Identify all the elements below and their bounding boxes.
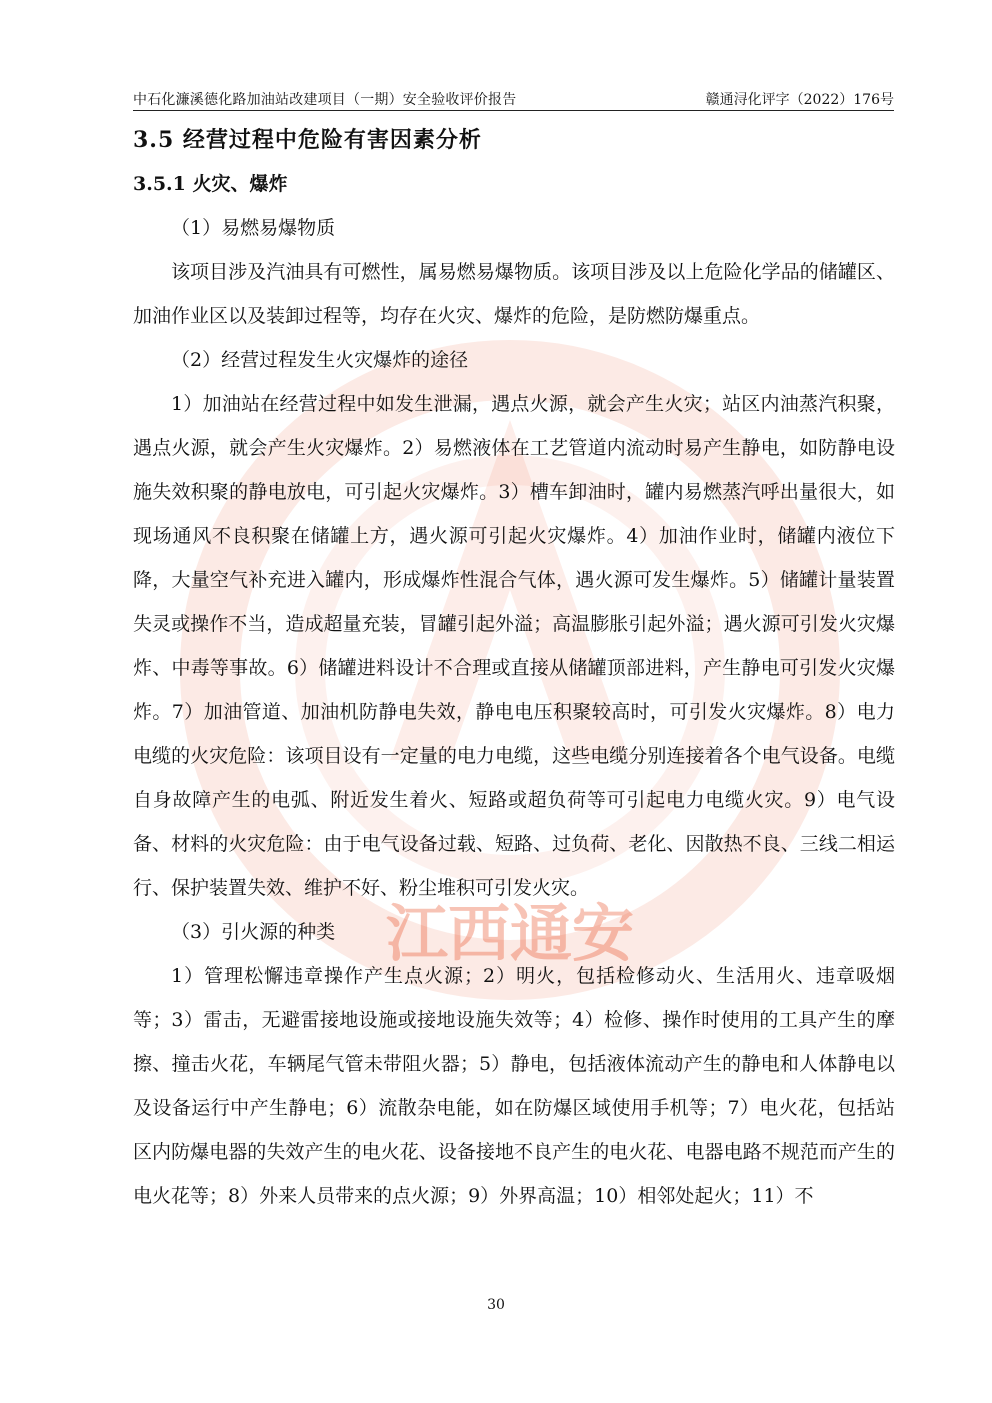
header-report-number: 赣通浔化评字（2022）176号 bbox=[705, 92, 894, 108]
item-heading: （2）经营过程发生火灾爆炸的途径 bbox=[171, 349, 469, 371]
seal-main-text: 江西通安 bbox=[385, 897, 635, 970]
subsection-title: 3.5.1 火灾、爆炸 bbox=[133, 173, 288, 195]
item-heading: （3）引火源的种类 bbox=[171, 921, 336, 943]
page-number: 30 bbox=[487, 1297, 505, 1313]
section-title: 3.5 经营过程中危险有害因素分析 bbox=[133, 127, 482, 153]
item-body: 该项目涉及汽油具有可燃性，属易燃易爆物质。该项目涉及以上危险化学品的储罐区、加油作业区以及装卸过程等，均存在火灾、爆炸的危险，是防燃防爆重点。 bbox=[133, 261, 895, 327]
item-body: 1）管理松懈违章操作产生点火源；2）明火，包括检修动火、生活用火、违章吸烟等；3）雷击，无避雷接地设施或接地设施失效等；4）检修、操作时使用的工具产生的摩擦、撞击火花，车辆尾气管未带阻火器；5）静电，包括液体流动产生的静电和人体静电以及设备运行中产生静电；6）流散杂电能，如在防爆区域使用手机等；7）电火花，包括站区内防爆电器的失效产生的电火花、设备接地不良产生的电火花、电器电路不规范而产生的电火花等；8）外来人员带来的点火源；9）外界高温；10）相邻处起火；11）不 bbox=[133, 965, 895, 1207]
page-content bbox=[133, 118, 895, 1218]
item-heading: （1）易燃易爆物质 bbox=[171, 217, 336, 239]
header-report-title: 中石化濂溪德化路加油站改建项目（一期）安全验收评价报告 bbox=[133, 92, 517, 108]
item-body: 1）加油站在经营过程中如发生泄漏，遇点火源，就会产生火灾；站区内油蒸汽积聚，遇点火源，就会产生火灾爆炸。2）易燃液体在工艺管道内流动时易产生静电，如防静电设施失效积聚的静电放电，可引起火灾爆炸。3）槽车卸油时，罐内易燃蒸汽呼出量很大，如现场通风不良积聚在储罐上方，遇火源可引起火灾爆炸。4）加油作业时，储罐内液位下降，大量空气补充进入罐内，形成爆炸性混合气体，遇火源可发生爆炸。5）储罐计量装置失灵或操作不当，造成超量充装，冒罐引起外溢；高温膨胀引起外溢；遇火源可引发火灾爆炸、中毒等事故。6）储罐进料设计不合理或直接从储罐顶部进料，产生静电可引发火灾爆炸。7）加油管道、加油机防静电失效，静电电压积聚较高时，可引发火灾爆炸。8）电力电缆的火灾危险：该项目设有一定量的电力电缆，这些电缆分别连接着各个电气设备。电缆自身故障产生的电弧、附近发生着火、短路或超负荷等可引起电力电缆火灾。9）电气设备、材料的火灾危险：由于电气设备过载、短路、过负荷、老化、因散热不良、三线二相运行、保护装置失效、维护不好、粉尘堆积可引发火灾。 bbox=[133, 393, 895, 899]
header-divider bbox=[133, 110, 894, 111]
